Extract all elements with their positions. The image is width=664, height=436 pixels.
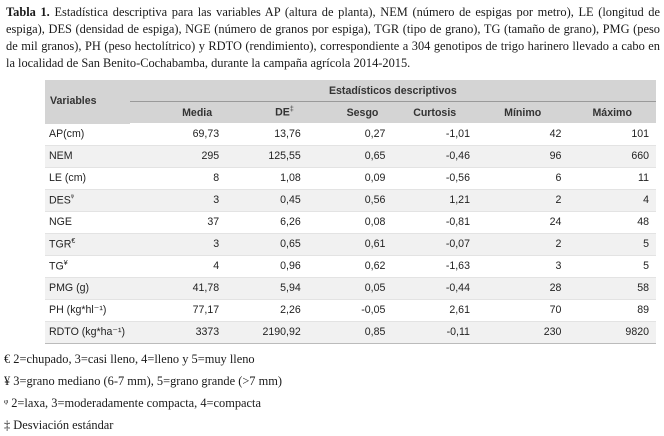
variable-name: NGE — [49, 216, 72, 228]
variable-name-cell — [45, 233, 130, 255]
table-row — [45, 145, 656, 167]
value-cell-sesgo: 0,56 — [308, 189, 393, 211]
value-cell-sesgo: 0,62 — [364, 260, 386, 272]
value-cell-media: 69,73 — [192, 127, 220, 140]
variable-name-cell — [45, 189, 130, 211]
value-cell-de: 2190,92 — [226, 321, 308, 343]
caption-label: Tabla 1. — [6, 5, 50, 19]
value-cell-sesgo: 0,05 — [308, 277, 393, 299]
value-cell-minimo: 6 — [555, 172, 562, 184]
table-row — [45, 189, 656, 211]
value-cell-maximo: 89 — [637, 304, 649, 316]
value-cell-curtosis: 1,21 — [392, 189, 477, 211]
value-cell-sesgo: 0,61 — [308, 233, 393, 255]
variable-name: TGR — [49, 238, 72, 251]
variable-name: PMG (g) — [49, 282, 90, 294]
value-cell-maximo: 5 — [643, 260, 649, 272]
variable-name: AP(cm) — [49, 128, 85, 140]
variables-header: Variables — [45, 80, 130, 123]
value-cell-minimo: 28 — [477, 277, 568, 299]
value-cell-curtosis: -0,11 — [392, 321, 477, 343]
value-cell-curtosis: -0,44 — [392, 277, 477, 299]
value-cell-de: 0,65 — [226, 233, 308, 255]
variable-name: TG — [49, 260, 64, 273]
value-cell-sesgo: 0,27 — [364, 127, 386, 140]
value-cell-media: 295 — [130, 145, 226, 167]
footnote-des: ᵠ 2=laxa, 3=moderadamente compacta, 4=compacta — [4, 396, 261, 410]
value-cell-maximo: 4 — [568, 189, 656, 211]
value-cell-media: 4 — [213, 260, 220, 272]
value-cell-de: 5,94 — [226, 277, 308, 299]
variable-name-cell — [45, 211, 130, 233]
value-cell-de: 125,55 — [226, 145, 308, 167]
table-row — [45, 233, 656, 255]
value-cell-maximo: 11 — [638, 172, 649, 184]
value-cell-minimo: 70 — [549, 304, 562, 316]
value-cell-media: 3 — [130, 189, 226, 211]
column-header-sesgo: Sesgo — [308, 102, 393, 124]
value-cell-curtosis: -0,07 — [392, 233, 477, 255]
variable-name-cell — [45, 299, 130, 321]
table-row — [45, 167, 656, 189]
value-cell-de: 6,26 — [280, 216, 301, 228]
footnote-tg: ¥ 3=grano mediano (6-7 mm), 5=grano grande (>7 mm) — [4, 374, 282, 388]
statistics-table — [45, 80, 656, 344]
value-cell-curtosis: -0,46 — [392, 145, 477, 167]
value-cell-minimo: 3 — [555, 260, 562, 272]
value-cell-media: 41,78 — [130, 277, 226, 299]
value-cell-maximo: 48 — [637, 216, 649, 228]
column-header-media: Media — [130, 102, 226, 124]
variable-footnote-mark: ¥ — [63, 259, 68, 267]
value-cell-de: 0,45 — [226, 189, 308, 211]
value-cell-minimo: 96 — [477, 145, 568, 167]
table-row — [45, 277, 656, 299]
value-cell-de: 2,26 — [280, 304, 301, 316]
variable-name: DES — [49, 194, 71, 207]
column-header-minimo: Mínimo — [477, 102, 568, 124]
caption-text: Estadística descriptiva para las variables AP (altura de planta), NEM (número de espigas por metro), LE (longitud de espiga), DES (densidad de espiga), NGE (número de granos por espiga), TGR (tipo de grano), TG (tamaño de grano), PMG (peso de mil granos), PH (peso hectolítrico) y RDTO (rendimiento), correspondiente a 304 genotipos de trigo harinero llevado a cabo en la localidad de San Benito-Cochabamba, durante la campaña agrícola 2014-2015. — [6, 5, 660, 70]
table-caption — [6, 4, 660, 72]
stats-group-header: Estadísticos descriptivos — [130, 80, 656, 102]
variable-name-cell — [45, 255, 130, 277]
value-cell-media: 77,17 — [192, 304, 220, 316]
value-cell-minimo: 24 — [549, 216, 562, 228]
variable-name-cell — [45, 123, 130, 145]
column-header-de-label: DE — [275, 106, 290, 119]
table-row — [45, 321, 656, 343]
value-cell-media: 8 — [213, 172, 220, 184]
variable-footnote-mark: ᵠ — [70, 193, 74, 201]
value-cell-minimo: 230 — [477, 321, 568, 343]
value-cell-media: 37 — [207, 216, 220, 228]
value-cell-maximo: 101 — [631, 127, 649, 140]
value-cell-de: 0,96 — [280, 260, 301, 272]
variable-name: PH (kg*hl⁻¹) — [49, 304, 107, 316]
value-cell-sesgo: 0,65 — [308, 145, 393, 167]
table-row — [45, 211, 656, 233]
value-cell-curtosis: -0,56 — [445, 172, 470, 184]
value-cell-minimo: 2 — [477, 233, 568, 255]
value-cell-media: 3 — [130, 233, 226, 255]
variable-footnote-mark: € — [71, 237, 76, 245]
variable-name: LE (cm) — [49, 172, 87, 184]
value-cell-curtosis: -1,01 — [445, 127, 470, 140]
value-cell-curtosis: -0,81 — [445, 216, 470, 228]
variable-name-cell — [45, 277, 130, 299]
column-header-maximo: Máximo — [568, 102, 656, 124]
value-cell-curtosis: -1,63 — [445, 260, 470, 272]
value-cell-de: 1,08 — [280, 172, 301, 184]
value-cell-curtosis: 2,61 — [449, 304, 470, 316]
footnote-tgr: € 2=chupado, 3=casi lleno, 4=lleno y 5=muy lleno — [4, 352, 255, 366]
column-header-de-mark: ‡ — [289, 106, 294, 114]
value-cell-maximo: 660 — [568, 145, 656, 167]
value-cell-de: 13,76 — [274, 127, 301, 140]
variable-name: RDTO (kg*ha⁻¹) — [49, 326, 126, 338]
table-footnotes — [4, 348, 282, 436]
footnote-de: ‡ Desviación estándar — [4, 418, 114, 432]
table-row — [45, 255, 656, 277]
table-row — [45, 123, 656, 145]
value-cell-sesgo: 0,09 — [364, 172, 386, 184]
value-cell-maximo: 5 — [568, 233, 656, 255]
value-cell-maximo: 9820 — [568, 321, 656, 343]
variable-name-cell — [45, 167, 130, 189]
value-cell-sesgo: -0,05 — [361, 304, 386, 316]
variable-name-cell — [45, 321, 130, 343]
value-cell-minimo: 42 — [549, 127, 562, 140]
value-cell-minimo: 2 — [477, 189, 568, 211]
value-cell-sesgo: 0,08 — [364, 216, 386, 228]
column-header-curtosis: Curtosis — [392, 102, 477, 124]
table-row — [45, 299, 656, 321]
value-cell-maximo: 58 — [568, 277, 656, 299]
variable-name: NEM — [49, 150, 73, 162]
column-header-de — [226, 102, 308, 124]
variable-name-cell — [45, 145, 130, 167]
value-cell-sesgo: 0,85 — [308, 321, 393, 343]
value-cell-media: 3373 — [130, 321, 226, 343]
